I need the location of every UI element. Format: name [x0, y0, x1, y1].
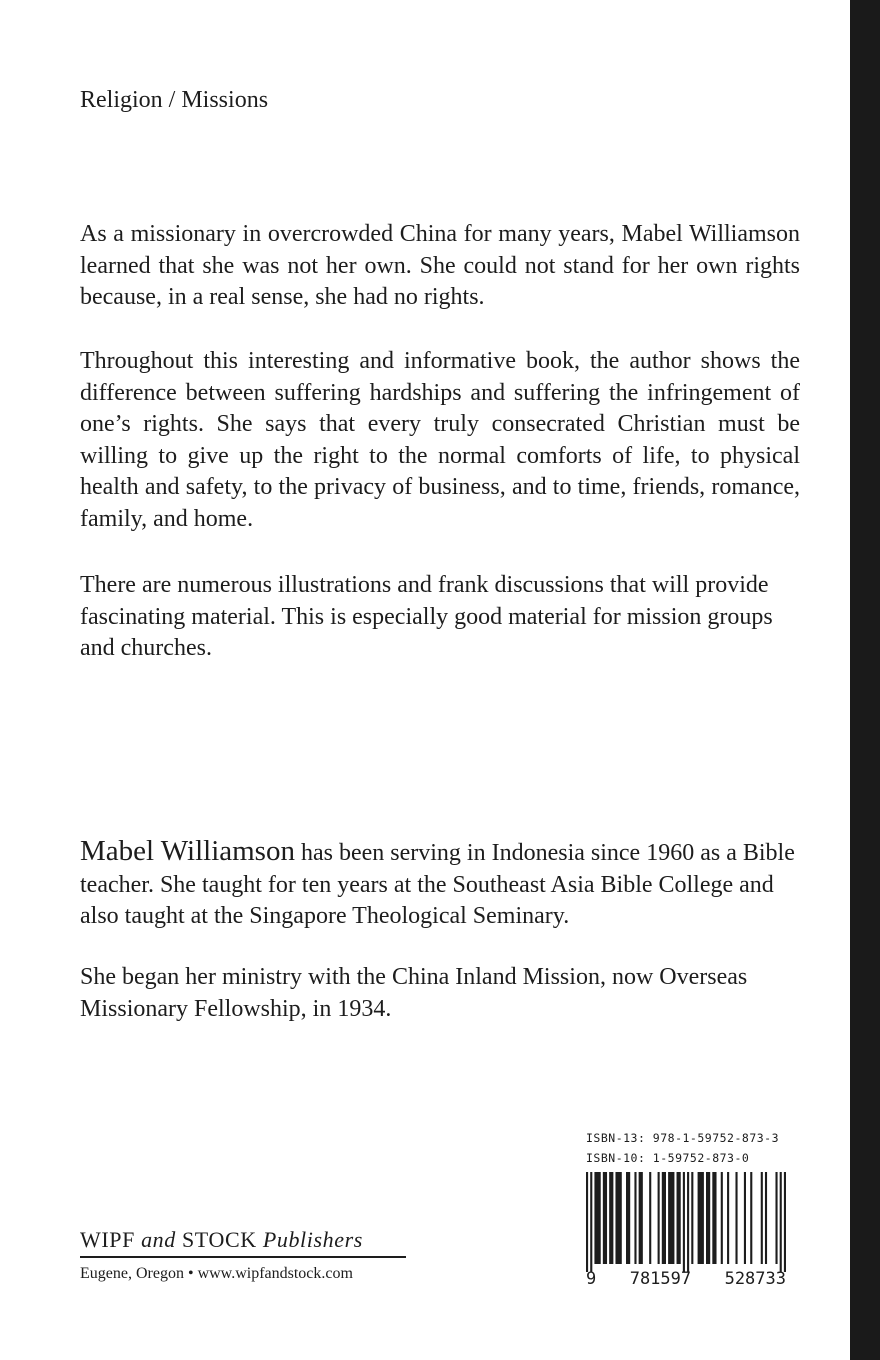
publisher-block [80, 1226, 406, 1286]
barcode-bar [677, 1172, 681, 1264]
barcode-bar [721, 1172, 723, 1264]
barcode-bar [594, 1172, 600, 1264]
barcode-bar [744, 1172, 746, 1264]
blurb-paragraph-1: As a missionary in overcrowded China for many years, Mabel Williamson learned that she was not her own. She could not stand for her own rights because, in a real sense, she had no rights. [80, 221, 800, 310]
barcode-bar [603, 1172, 607, 1264]
barcode-bar [780, 1172, 782, 1272]
book-spine-edge [850, 0, 880, 1360]
barcode-bar [668, 1172, 674, 1264]
barcode-bar [615, 1172, 621, 1264]
barcode-bar [691, 1172, 693, 1264]
publisher-location: Eugene, Oregon • www.wipfandstock.com [80, 1265, 353, 1282]
barcode-bar [634, 1172, 636, 1264]
barcode-bar [590, 1172, 592, 1272]
publisher-name-stock: STOCK [175, 1227, 263, 1252]
author-name: Mabel Williamson [80, 835, 295, 867]
barcode-bar [639, 1172, 643, 1264]
barcode-bar [784, 1172, 786, 1272]
publisher-name-publishers: Publishers [262, 1227, 363, 1252]
barcode-digit-lead: 9 [586, 1269, 597, 1289]
barcode-bar [683, 1172, 685, 1272]
barcode-digit-right-group: 528733 [724, 1269, 786, 1289]
barcode-bar [761, 1172, 763, 1264]
barcode-bar [662, 1172, 666, 1264]
publisher-name-and: and [141, 1227, 176, 1252]
barcode-bar [626, 1172, 630, 1264]
book-category: Religion / Missions [80, 87, 269, 113]
barcode-bar [706, 1172, 710, 1264]
barcode-digit-left-group: 781597 [629, 1269, 692, 1289]
barcode-bar [687, 1172, 689, 1272]
barcode-bar [712, 1172, 716, 1264]
barcode-bar [586, 1172, 588, 1272]
author-bio-paragraph-1 [80, 836, 800, 933]
barcode-bar [765, 1172, 767, 1264]
barcode-bar [698, 1172, 704, 1264]
author-bio-paragraph-2: She began her ministry with the China Inland Mission, now Overseas Missionary Fellowship, in 1934. [80, 964, 748, 1022]
isbn-barcode-block [586, 1128, 786, 1289]
barcode-bar [775, 1172, 777, 1264]
isbn-13-label: ISBN-13: 978-1-59752-873-3 [586, 1131, 780, 1145]
barcode-image [586, 1172, 786, 1272]
author-bio-text-1: has been serving in Indonesia since 1960 as a Bible teacher. She taught for ten years at the Southeast Asia Bible College and also taught at the Singapore Theological Seminary. [80, 840, 795, 929]
barcode-bar [649, 1172, 651, 1264]
blurb-paragraph-3: There are numerous illustrations and frank discussions that will provide fascinating material. This is especially good material for mission groups and churches. [80, 572, 773, 661]
barcode-bar [750, 1172, 752, 1264]
barcode-digits [586, 1269, 786, 1289]
barcode-bar [658, 1172, 660, 1264]
publisher-name [80, 1226, 406, 1258]
isbn-10-label: ISBN-10: 1-59752-873-0 [586, 1151, 750, 1165]
publisher-name-wipf: WIPF [80, 1227, 142, 1252]
barcode-bar [735, 1172, 737, 1264]
blurb-paragraph-2: Throughout this interesting and informative book, the author shows the difference between suffering hardships and suffering the infringement of one’s rights. She says that every truly consecrated Christian must be willing to give up the right to the normal comforts of life, to physical health and safety, to the privacy of business, and to time, friends, romance, family, and home. [80, 348, 800, 532]
barcode-bar [609, 1172, 613, 1264]
barcode-bar [727, 1172, 729, 1264]
